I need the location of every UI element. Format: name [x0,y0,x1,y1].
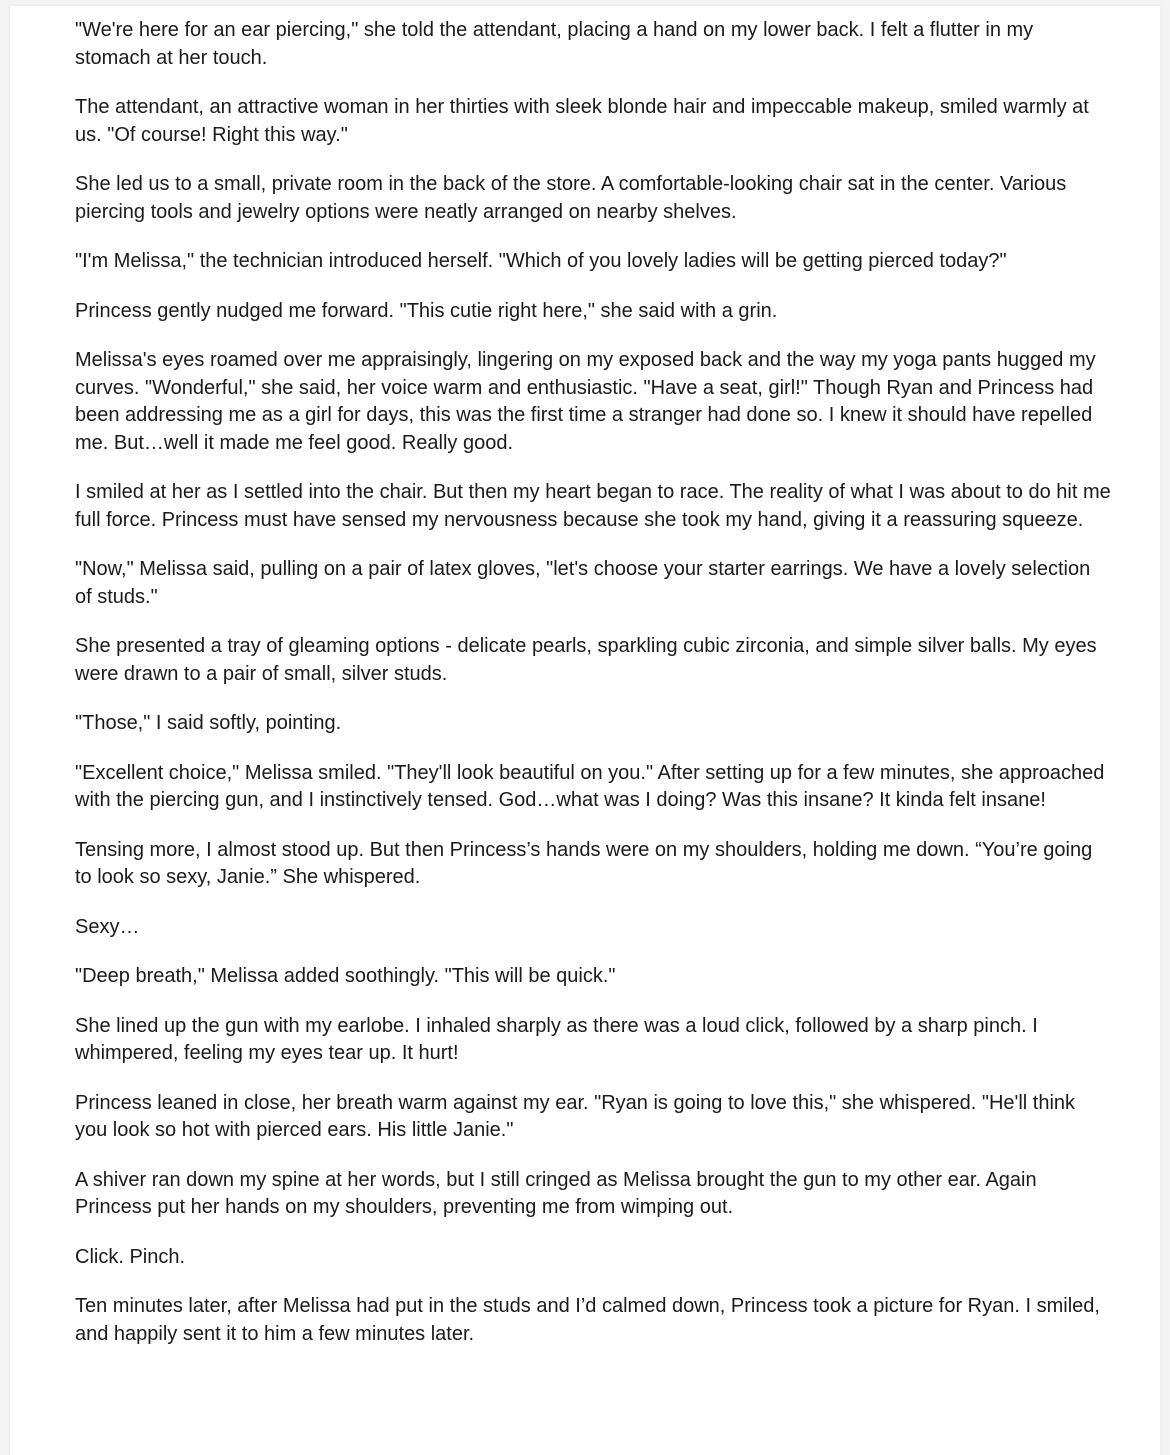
paragraph: A shiver ran down my spine at her words, but I still cringed as Melissa brought the gun to my other ear. Again Princess put her hands on my shoulders, preventing me from wimping out. [75,1168,1037,1218]
paragraph: "We're here for an ear piercing," she told the attendant, placing a hand on my lower back. I felt a flutter in my stomach at her touch. [75,19,1034,69]
paragraph: "Now," Melissa said, pulling on a pair of latex gloves, "let's choose your starter earrings. We have a lovely selection of studs." [75,558,1091,608]
paragraph: "I'm Melissa," the technician introduced herself. "Which of you lovely ladies will be getting pierced today?" [75,250,1007,272]
paragraph: She led us to a small, private room in the back of the store. A comfortable-looking chair sat in the center. Various piercing tools and jewelry options were neatly arranged on nearby shelves. [75,173,1067,223]
paragraph: I smiled at her as I settled into the chair. But then my heart began to race. The reality of what I was about to do hit me full force. Princess must have sensed my nervousness because she took my hand, giving it a reassuring squeeze. [75,481,1111,531]
paragraph: "Deep breath," Melissa added soothingly. "This will be quick." [75,965,616,987]
document-page [10,6,1160,1455]
paragraph: Click. Pinch. [75,1245,186,1268]
paragraph: She presented a tray of gleaming options - delicate pearls, sparkling cubic zirconia, and simple silver balls. My eyes were drawn to a pair of small, silver studs. [75,635,1097,685]
paragraph: Princess leaned in close, her breath warm against my ear. "Ryan is going to love this," she whispered. "He'll think you look so hot with pierced ears. His little Janie." [75,1091,1076,1141]
paragraph: Melissa's eyes roamed over me appraisingly, lingering on my exposed back and the way my yoga pants hugged my curves. "Wonderful," she said, her voice warm and enthusiastic. "Have a seat, girl!" Though Ryan and Princess had been addressing me as a girl for days, this was the first time a stranger had done so. I knew it should have repelled me. But…well it made me feel good. Really good. [75,349,1096,454]
paragraph: "Those," I said softly, pointing. [75,712,342,734]
paragraph: Tensing more, I almost stood up. But then Princess’s hands were on my shoulders, holding me down. “You’re going to look so sexy, Janie.” She whispered. [75,838,1093,888]
paragraph: The attendant, an attractive woman in her thirties with sleek blonde hair and impeccable makeup, smiled warmly at us. "Of course! Right this way." [75,96,1089,146]
paragraph: Sexy… [75,915,140,938]
paragraph: Princess gently nudged me forward. "This cutie right here," she said with a grin. [75,299,778,322]
paragraph: "Excellent choice," Melissa smiled. "They'll look beautiful on you." After setting up for a few minutes, she approached with the piercing gun, and I instinctively tensed. God…what was I doing? Was this insane? It kinda felt insane! [75,761,1105,811]
paragraph: Ten minutes later, after Melissa had put in the studs and I’d calmed down, Princess took a picture for Ryan. I smiled, and happily sent it to him a few minutes later. [75,1295,1100,1345]
paragraph: She lined up the gun with my earlobe. I inhaled sharply as there was a loud click, followed by a sharp pinch. I whimpered, feeling my eyes tear up. It hurt! [75,1014,1038,1064]
